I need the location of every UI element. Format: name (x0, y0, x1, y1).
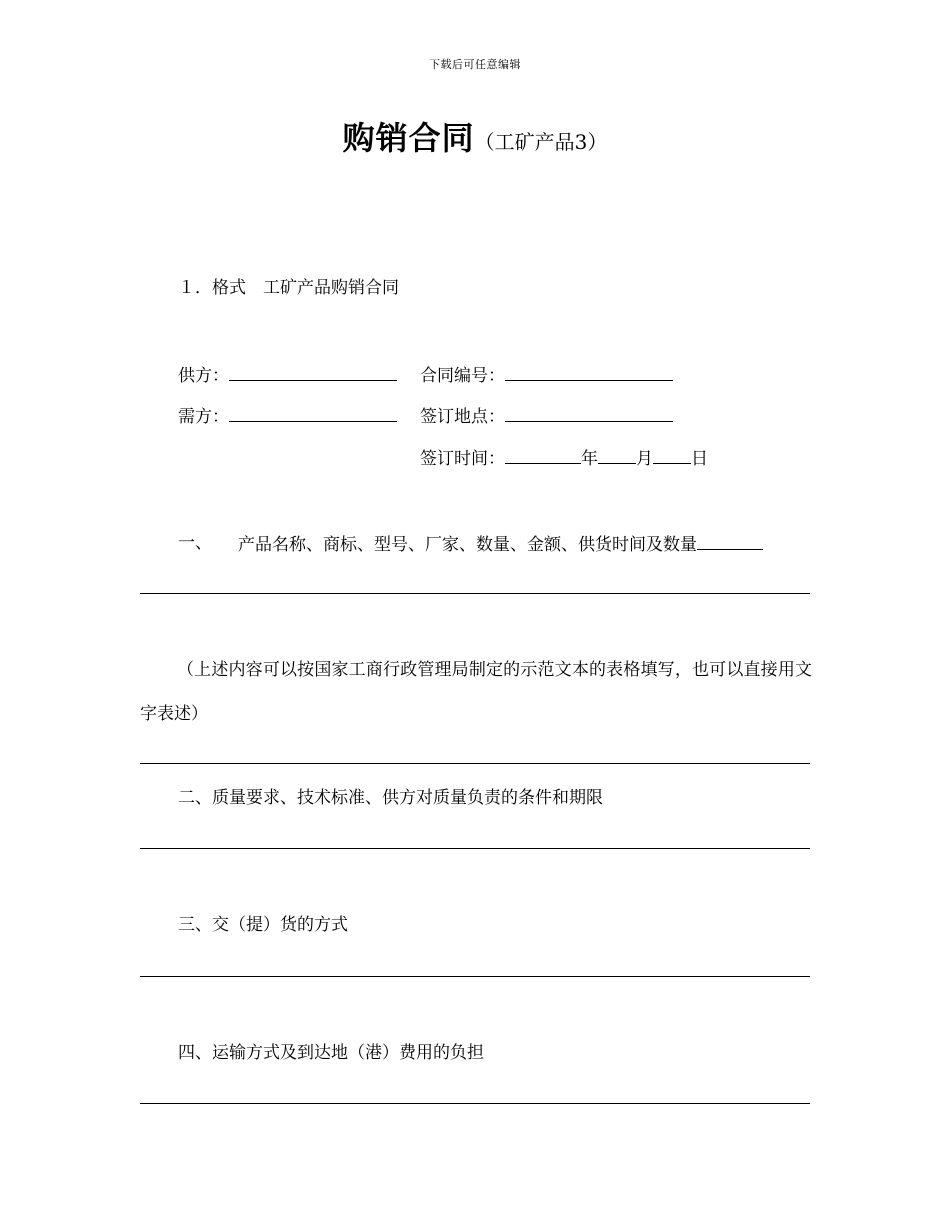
supplier-label: 供方： (178, 366, 229, 386)
sign-time-row (420, 447, 708, 469)
contract-no-blank[interactable] (505, 364, 673, 381)
fill-line-3[interactable] (140, 848, 810, 849)
buyer-row (178, 405, 397, 427)
fill-line-1[interactable] (140, 593, 810, 594)
supplier-blank[interactable] (229, 364, 397, 381)
section-1-heading: 产品名称、商标、型号、厂家、数量、金额、供货时间及数量 (238, 535, 697, 555)
title-main: 购销合同 (342, 119, 475, 157)
section-4-heading: 四、运输方式及到达地（港）费用的负担 (178, 1043, 484, 1063)
section-2-heading: 二、质量要求、技术标准、供方对质量负责的条件和期限 (178, 788, 603, 808)
supplier-row (178, 364, 397, 386)
section-1-number: 一、 (178, 533, 212, 553)
sign-place-label: 签订地点： (420, 407, 505, 427)
sign-place-blank[interactable] (505, 405, 673, 422)
buyer-label: 需方： (178, 407, 229, 427)
year-blank[interactable] (505, 447, 581, 464)
contract-no-label: 合同编号： (420, 366, 505, 386)
title-subtitle: （工矿产品3） (474, 130, 608, 154)
fill-line-5[interactable] (140, 1103, 810, 1104)
year-label: 年 (581, 449, 598, 469)
header-note: 下载后可任意编辑 (429, 58, 521, 71)
day-blank[interactable] (653, 447, 691, 464)
month-blank[interactable] (598, 447, 636, 464)
section-1-blank[interactable] (697, 533, 763, 550)
format-line: １．格式 工矿产品购销合同 (178, 278, 399, 298)
day-label: 日 (691, 449, 708, 469)
contract-no-row (420, 364, 673, 386)
table-note: （上述内容可以按国家工商行政管理局制定的示范文本的表格填写，也可以直接用文字表述） (140, 660, 812, 724)
buyer-blank[interactable] (229, 405, 397, 422)
section-1-row (238, 533, 763, 555)
fill-line-4[interactable] (140, 976, 810, 977)
section-3-heading: 三、交（提）货的方式 (178, 915, 348, 935)
sign-place-row (420, 405, 673, 427)
document-title (0, 113, 950, 159)
sign-time-label: 签订时间： (420, 449, 505, 469)
month-label: 月 (636, 449, 653, 469)
fill-line-2[interactable] (140, 763, 810, 764)
